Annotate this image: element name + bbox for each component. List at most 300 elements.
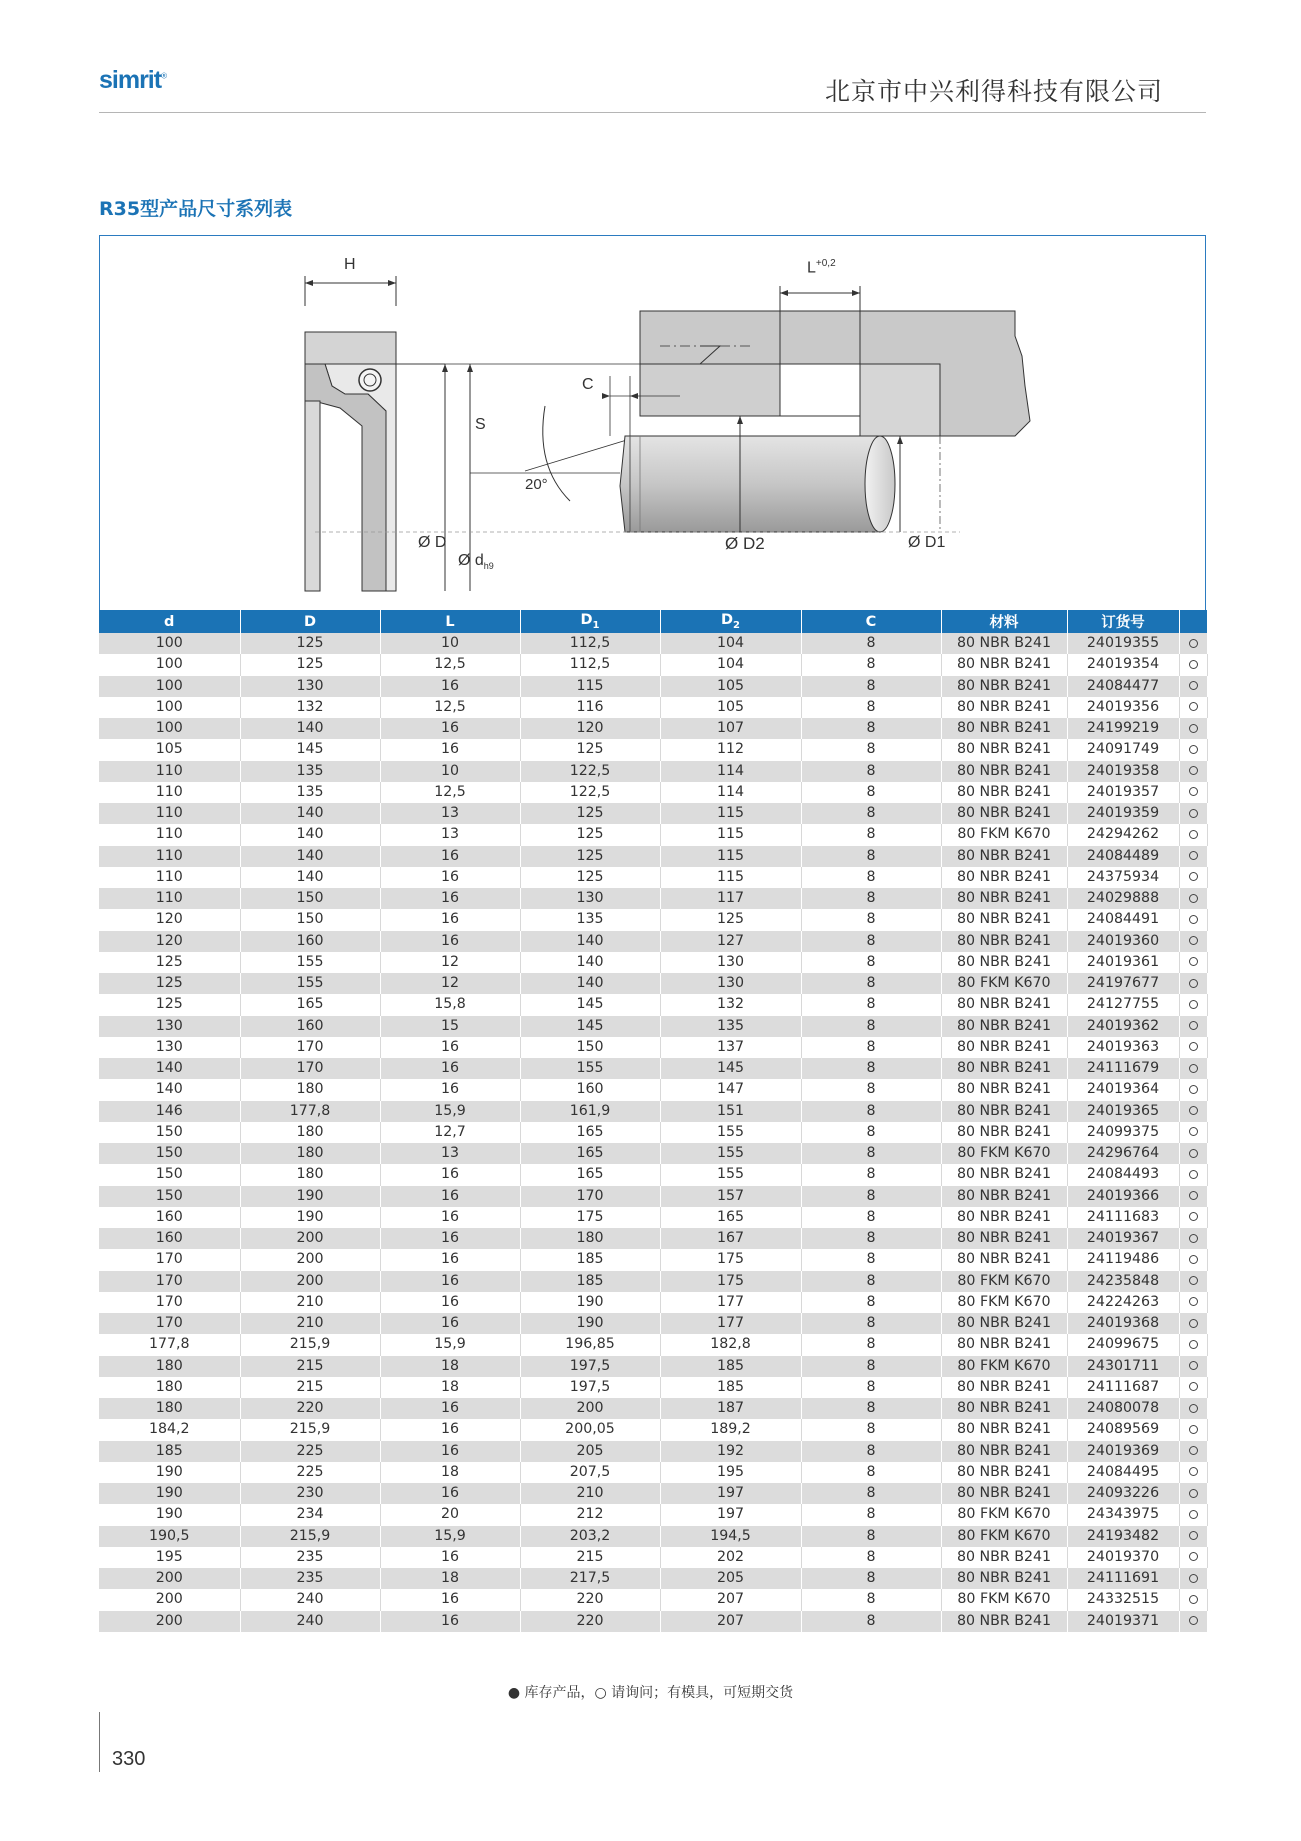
table-cell: 100 [99,676,240,697]
table-row [99,867,1207,888]
table-cell: 130 [660,973,801,994]
table-cell: 167 [660,1228,801,1249]
table-cell: 16 [380,909,520,930]
table-cell: 185 [520,1249,660,1270]
table-cell: 180 [99,1377,240,1398]
on-request-circle-icon [1189,936,1198,945]
table-cell: 24029888 [1067,888,1179,909]
table-cell: 112 [660,739,801,760]
table-cell: 18 [380,1356,520,1377]
table-cell: 137 [660,1037,801,1058]
table-row [99,1058,1207,1079]
table-cell: 107 [660,718,801,739]
table-cell: 240 [240,1611,380,1632]
table-row [99,1441,1207,1462]
table-cell: 212 [520,1504,660,1525]
table-cell: 125 [99,952,240,973]
table-cell: 100 [99,718,240,739]
availability-cell [1179,846,1207,867]
table-row [99,888,1207,909]
table-cell: 177,8 [240,1101,380,1122]
table-row [99,1164,1207,1185]
table-cell: 112,5 [520,633,660,654]
table-cell: 24089569 [1067,1419,1179,1440]
table-cell: 16 [380,1292,520,1313]
table-cell: 147 [660,1079,801,1100]
table-cell: 80 NBR B241 [941,1568,1067,1589]
table-cell: 80 FKM K670 [941,973,1067,994]
table-cell: 235 [240,1547,380,1568]
table-cell: 24235848 [1067,1271,1179,1292]
table-row [99,654,1207,675]
table-row [99,1568,1207,1589]
table-cell: 80 NBR B241 [941,1207,1067,1228]
table-cell: 15 [380,1016,520,1037]
on-request-circle-icon [1189,1170,1198,1179]
table-cell: 24093226 [1067,1483,1179,1504]
table-cell: 151 [660,1101,801,1122]
on-request-circle-icon [1189,1000,1198,1009]
col-header-C [801,610,941,633]
on-request-circle-icon [1189,979,1198,988]
header-divider [99,112,1206,113]
table-cell: 150 [99,1164,240,1185]
col-header-text: D [303,613,317,630]
table-row [99,1037,1207,1058]
table-cell: 16 [380,1207,520,1228]
label-d-tolerance: h9 [483,561,494,572]
table-cell: 8 [801,1398,941,1419]
table-cell: 135 [240,782,380,803]
on-request-circle-icon [1189,1489,1198,1498]
col-header-text: d [164,613,175,630]
table-row [99,1547,1207,1568]
availability-cell [1179,1526,1207,1547]
table-cell: 80 NBR B241 [941,761,1067,782]
on-request-circle-icon [1189,1085,1198,1094]
availability-cell [1179,633,1207,654]
table-cell: 24084491 [1067,909,1179,930]
table-cell: 135 [240,761,380,782]
section-title: R35型产品尺寸系列表 [99,198,293,220]
on-request-circle-icon [1189,830,1198,839]
availability-cell [1179,1186,1207,1207]
table-cell: 24111691 [1067,1568,1179,1589]
table-row [99,1419,1207,1440]
table-cell: 165 [520,1122,660,1143]
table-cell: 205 [660,1568,801,1589]
availability-cell [1179,1334,1207,1355]
table-cell: 150 [520,1037,660,1058]
on-request-circle-icon [1189,639,1198,648]
table-cell: 16 [380,1079,520,1100]
table-cell: 130 [240,676,380,697]
table-cell: 177 [660,1292,801,1313]
col-header-sub: 1 [592,619,600,631]
table-cell: 115 [660,824,801,845]
table-cell: 125 [240,654,380,675]
table-cell: 8 [801,867,941,888]
availability-cell [1179,1547,1207,1568]
table-row [99,1526,1207,1547]
on-request-circle-icon [1189,1574,1198,1583]
table-cell: 157 [660,1186,801,1207]
table-row [99,1101,1207,1122]
table-cell: 165 [240,994,380,1015]
on-request-circle-icon [1189,1255,1198,1264]
availability-cell [1179,952,1207,973]
table-cell: 24019361 [1067,952,1179,973]
table-cell: 150 [240,888,380,909]
on-request-circle-icon [1189,1234,1198,1243]
table-cell: 16 [380,1419,520,1440]
table-cell: 8 [801,1441,941,1462]
table-row [99,1462,1207,1483]
availability-cell [1179,867,1207,888]
label-L [807,258,836,277]
label-C: C [582,376,594,393]
table-cell: 16 [380,718,520,739]
on-request-circle-icon [1189,1276,1198,1285]
availability-cell [1179,1589,1207,1610]
table-cell: 24197677 [1067,973,1179,994]
table-cell: 24080078 [1067,1398,1179,1419]
table-cell: 180 [240,1122,380,1143]
table-cell: 80 FKM K670 [941,1356,1067,1377]
table-row [99,1292,1207,1313]
table-cell: 13 [380,803,520,824]
on-request-circle-icon [1189,1425,1198,1434]
table-cell: 210 [520,1483,660,1504]
table-cell: 125 [520,803,660,824]
on-request-circle-icon [1189,660,1198,669]
table-cell: 24084489 [1067,846,1179,867]
table-cell: 24084493 [1067,1164,1179,1185]
table-cell: 8 [801,1462,941,1483]
availability-cell [1179,1058,1207,1079]
table-cell: 207 [660,1611,801,1632]
label-D: Ø D [418,534,447,551]
table-cell: 120 [99,931,240,952]
table-cell: 12 [380,952,520,973]
table-cell: 80 NBR B241 [941,803,1067,824]
table-cell: 24019355 [1067,633,1179,654]
table-cell: 80 NBR B241 [941,1016,1067,1037]
table-cell: 197 [660,1483,801,1504]
table-cell: 8 [801,1419,941,1440]
table-cell: 24019364 [1067,1079,1179,1100]
table-cell: 80 NBR B241 [941,1058,1067,1079]
table-cell: 130 [99,1037,240,1058]
table-row [99,1122,1207,1143]
table-cell: 8 [801,803,941,824]
table-cell: 210 [240,1292,380,1313]
on-request-circle-icon [1189,1297,1198,1306]
table-cell: 197,5 [520,1377,660,1398]
table-cell: 13 [380,1143,520,1164]
on-request-circle-icon [1189,1191,1198,1200]
table-cell: 24375934 [1067,867,1179,888]
table-cell: 16 [380,676,520,697]
table-cell: 20 [380,1504,520,1525]
product-dimension-table [99,610,1208,1632]
table-cell: 8 [801,1101,941,1122]
table-row [99,1398,1207,1419]
table-cell: 160 [240,931,380,952]
table-cell: 16 [380,1589,520,1610]
table-cell: 8 [801,718,941,739]
table-cell: 80 NBR B241 [941,846,1067,867]
table-cell: 8 [801,1611,941,1632]
table-cell: 184,2 [99,1419,240,1440]
table-cell: 215 [240,1377,380,1398]
table-cell: 117 [660,888,801,909]
table-cell: 80 FKM K670 [941,1143,1067,1164]
availability-cell [1179,1504,1207,1525]
table-cell: 215 [520,1547,660,1568]
table-row [99,676,1207,697]
table-cell: 190 [520,1313,660,1334]
table-cell: 24019363 [1067,1037,1179,1058]
col-header-d [99,610,240,633]
table-cell: 24019365 [1067,1101,1179,1122]
table-cell: 180 [99,1398,240,1419]
table-cell: 115 [660,846,801,867]
table-cell: 220 [240,1398,380,1419]
table-cell: 15,9 [380,1101,520,1122]
table-cell: 100 [99,633,240,654]
table-cell: 16 [380,1271,520,1292]
on-request-circle-icon [1189,1021,1198,1030]
table-cell: 120 [520,718,660,739]
table-cell: 80 NBR B241 [941,931,1067,952]
table-cell: 125 [520,824,660,845]
table-cell: 110 [99,888,240,909]
table-cell: 165 [520,1164,660,1185]
table-cell: 80 NBR B241 [941,1079,1067,1100]
table-cell: 146 [99,1101,240,1122]
table-cell: 10 [380,633,520,654]
table-cell: 8 [801,1164,941,1185]
availability-cell [1179,803,1207,824]
availability-cell [1179,1101,1207,1122]
table-cell: 140 [240,824,380,845]
table-cell: 192 [660,1441,801,1462]
table-row [99,973,1207,994]
on-request-circle-icon [1189,1382,1198,1391]
table-row [99,761,1207,782]
availability-cell [1179,697,1207,718]
on-request-circle-icon [1189,1595,1198,1604]
table-cell: 112,5 [520,654,660,675]
table-cell: 80 NBR B241 [941,888,1067,909]
table-cell: 182,8 [660,1334,801,1355]
table-cell: 140 [99,1058,240,1079]
table-cell: 225 [240,1462,380,1483]
availability-cell [1179,1462,1207,1483]
table-row [99,697,1207,718]
table-cell: 185 [660,1377,801,1398]
table-row [99,1313,1207,1334]
availability-cell [1179,676,1207,697]
on-request-circle-icon [1189,1467,1198,1476]
table-row [99,1016,1207,1037]
table-row [99,1249,1207,1270]
table-cell: 16 [380,888,520,909]
table-cell: 80 NBR B241 [941,1441,1067,1462]
table-cell: 190,5 [99,1526,240,1547]
table-cell: 8 [801,1271,941,1292]
table-cell: 230 [240,1483,380,1504]
table-cell: 8 [801,1356,941,1377]
table-cell: 80 NBR B241 [941,1462,1067,1483]
table-cell: 80 NBR B241 [941,697,1067,718]
on-request-circle-icon [1189,766,1198,775]
table-cell: 215,9 [240,1419,380,1440]
table-cell: 24332515 [1067,1589,1179,1610]
on-request-circle-icon [1189,1616,1198,1625]
table-row [99,739,1207,760]
table-cell: 130 [99,1016,240,1037]
table-cell: 24294262 [1067,824,1179,845]
table-cell: 16 [380,1441,520,1462]
availability-cell [1179,654,1207,675]
table-cell: 24019360 [1067,931,1179,952]
table-cell: 225 [240,1441,380,1462]
table-cell: 200 [240,1228,380,1249]
table-cell: 190 [99,1462,240,1483]
table-cell: 155 [660,1164,801,1185]
table-cell: 185 [660,1356,801,1377]
table-cell: 80 NBR B241 [941,1186,1067,1207]
on-request-circle-icon [1189,809,1198,818]
table-cell: 24019368 [1067,1313,1179,1334]
table-cell: 16 [380,1037,520,1058]
table-cell: 190 [240,1207,380,1228]
table-cell: 140 [240,846,380,867]
table-cell: 18 [380,1568,520,1589]
table-row [99,718,1207,739]
table-cell: 190 [99,1483,240,1504]
table-cell: 8 [801,1249,941,1270]
table-cell: 24091749 [1067,739,1179,760]
table-cell: 16 [380,1398,520,1419]
table-row [99,1504,1207,1525]
table-cell: 8 [801,1058,941,1079]
table-cell: 16 [380,1164,520,1185]
table-row [99,633,1207,654]
company-name: 北京市中兴利得科技有限公司 [824,77,1163,106]
table-cell: 16 [380,867,520,888]
label-D1: Ø D1 [908,534,946,551]
on-request-circle-icon [1189,1127,1198,1136]
label-S: S [475,416,486,433]
table-cell: 16 [380,739,520,760]
table-cell: 80 NBR B241 [941,739,1067,760]
col-header-material [941,610,1067,633]
table-cell: 115 [660,867,801,888]
table-cell: 170 [520,1186,660,1207]
table-cell: 203,2 [520,1526,660,1547]
table-cell: 16 [380,1249,520,1270]
table-cell: 8 [801,973,941,994]
table-cell: 18 [380,1462,520,1483]
table-cell: 160 [520,1079,660,1100]
table-row [99,909,1207,930]
on-request-circle-icon [1189,787,1198,796]
table-cell: 190 [520,1292,660,1313]
table-cell: 8 [801,952,941,973]
col-header-sub: 2 [733,619,740,631]
table-cell: 8 [801,676,941,697]
availability-cell [1179,761,1207,782]
table-row [99,803,1207,824]
table-cell: 24019359 [1067,803,1179,824]
table-cell: 155 [660,1143,801,1164]
availability-cell [1179,1377,1207,1398]
table-cell: 8 [801,782,941,803]
table-cell: 80 NBR B241 [941,676,1067,697]
table-cell: 24019357 [1067,782,1179,803]
table-cell: 110 [99,782,240,803]
simrit-logo [99,66,166,95]
table-cell: 125 [240,633,380,654]
table-cell: 24193482 [1067,1526,1179,1547]
table-cell: 16 [380,1611,520,1632]
col-header-text: 订货号 [1101,615,1145,631]
table-cell: 140 [520,931,660,952]
table-cell: 105 [660,697,801,718]
table-cell: 24099675 [1067,1334,1179,1355]
on-request-circle-icon [1189,1319,1198,1328]
table-row [99,1207,1207,1228]
on-request-circle-icon [1189,1064,1198,1073]
table-cell: 175 [520,1207,660,1228]
table-cell: 122,5 [520,782,660,803]
availability-cell [1179,739,1207,760]
on-request-circle-icon [1189,915,1198,924]
table-cell: 235 [240,1568,380,1589]
availability-cell [1179,1079,1207,1100]
table-cell: 165 [520,1143,660,1164]
table-cell: 180 [240,1143,380,1164]
table-cell: 132 [240,697,380,718]
table-cell: 24296764 [1067,1143,1179,1164]
col-header-text: 材料 [989,615,1019,631]
table-cell: 8 [801,1292,941,1313]
label-d [458,552,494,571]
table-cell: 135 [660,1016,801,1037]
table-cell: 140 [240,867,380,888]
table-cell: 177,8 [99,1334,240,1355]
availability-cell [1179,1568,1207,1589]
table-cell: 80 NBR B241 [941,1164,1067,1185]
table-cell: 24019369 [1067,1441,1179,1462]
table-cell: 105 [660,676,801,697]
availability-cell [1179,1143,1207,1164]
table-cell: 215,9 [240,1334,380,1355]
table-cell: 195 [660,1462,801,1483]
table-row [99,1079,1207,1100]
table-cell: 8 [801,909,941,930]
label-L-text: L [807,259,816,277]
table-cell: 170 [99,1313,240,1334]
table-cell: 80 FKM K670 [941,1271,1067,1292]
table-cell: 80 NBR B241 [941,994,1067,1015]
table-cell: 80 NBR B241 [941,1419,1067,1440]
table-cell: 80 NBR B241 [941,952,1067,973]
table-cell: 140 [240,718,380,739]
